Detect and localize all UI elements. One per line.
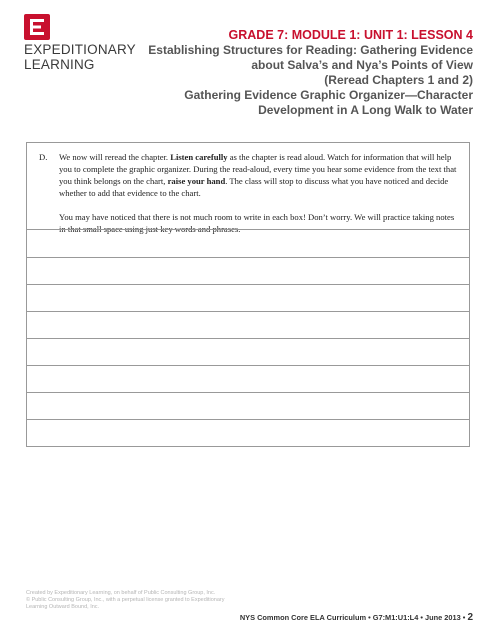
writing-row[interactable] [26, 366, 470, 393]
header-line-3: (Reread Chapters 1 and 2) [324, 73, 473, 87]
expeditionary-learning-logo-icon [24, 14, 50, 40]
copyright-line-1: Created by Expeditionary Learning, on behalf of Public Consulting Group, Inc. [26, 590, 216, 596]
text-run: We now will reread the chapter. [59, 152, 171, 162]
header-line-2: about Salva’s and Nya’s Points of View [251, 58, 473, 72]
header-line-1: Establishing Structures for Reading: Gathering Evidence [148, 43, 473, 57]
instructions-box [26, 142, 470, 234]
text-run: . The class will stop to discuss what you have noticed and decide whether to add that evidence to the chart. [59, 176, 449, 198]
header-line-5: Development in A Long Walk to Water [258, 103, 473, 117]
writing-row[interactable] [26, 312, 470, 339]
grade-title: GRADE 7: MODULE 1: UNIT 1: LESSON 4 [228, 28, 473, 42]
copyright-notice [26, 590, 246, 611]
writing-row[interactable] [26, 229, 470, 258]
writing-row[interactable] [26, 258, 470, 285]
text-run: as the chapter is read aloud. Watch for information that will help you to complete the graphic organizer. During the read-aloud, every time you hear some evidence from the text that you think belongs on the chart, [59, 152, 457, 186]
emphasis-raise-hand: raise your hand [167, 176, 226, 186]
emphasis-listen: Listen carefully [170, 152, 228, 162]
task-label: D. [39, 152, 48, 162]
instructions-paragraph-1 [59, 151, 459, 199]
logo [24, 14, 134, 72]
page-footer [240, 612, 473, 623]
logo-line-2: LEARNING [24, 57, 95, 72]
lesson-header [143, 28, 473, 118]
writing-table [26, 229, 470, 447]
copyright-line-2: © Public Consulting Group, Inc., with a perpetual license granted to Expeditionary [26, 597, 225, 603]
writing-row[interactable] [26, 339, 470, 366]
curriculum-label: NYS Common Core ELA Curriculum • G7:M1:U1:L4 • June 2013 • [239, 613, 468, 622]
writing-row[interactable] [26, 285, 470, 312]
header-line-4: Gathering Evidence Graphic Organizer—Character [184, 88, 473, 102]
page-number: 2 [467, 612, 473, 623]
copyright-line-3: Learning Outward Bound, Inc. [26, 604, 100, 610]
logo-line-1: EXPEDITIONARY [24, 42, 136, 57]
writing-row[interactable] [26, 420, 470, 447]
logo-wordmark [24, 42, 134, 72]
instructions-paragraph-2: You may have noticed that there is not much room to write in each box! Don’t worry. We will practice taking notes in that small space using just key words and phrases. [59, 212, 455, 234]
writing-row[interactable] [26, 393, 470, 420]
